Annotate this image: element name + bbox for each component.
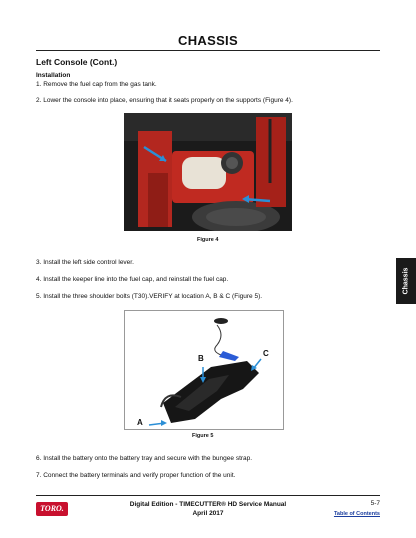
step-7: 7. Connect the battery terminals and verify proper function of the unit. bbox=[36, 472, 236, 479]
figure-5-illustration bbox=[125, 311, 283, 429]
page-number: 5-7 bbox=[370, 500, 380, 507]
side-tab-chassis bbox=[396, 258, 416, 304]
table-of-contents-link[interactable]: Table of Contents bbox=[333, 511, 380, 517]
figure-5-caption: Figure 5 bbox=[192, 433, 214, 439]
step-1: 1. Remove the fuel cap from the gas tank. bbox=[36, 81, 157, 88]
figure-4-photo bbox=[124, 113, 292, 231]
page-title: CHASSIS bbox=[178, 33, 238, 48]
footer-manual-title: Digital Edition - TIMECUTTER® HD Service Manual bbox=[129, 501, 287, 508]
figure-4-caption: Figure 4 bbox=[197, 237, 219, 243]
figure-5-photo bbox=[124, 310, 284, 430]
footer-manual-date: April 2017 bbox=[192, 510, 224, 517]
subhead-installation: Installation bbox=[36, 72, 71, 79]
step-5: 5. Install the three shoulder bolts (T30).VERIFY at location A, B & C (Figure 5). bbox=[36, 293, 263, 300]
footer-divider bbox=[36, 495, 380, 496]
toro-logo-text: TORO. bbox=[40, 504, 64, 513]
figure-4-illustration bbox=[124, 113, 292, 231]
figure-5-label-b: B bbox=[198, 354, 204, 363]
side-tab-label: Chassis bbox=[402, 267, 410, 295]
step-6: 6. Install the battery onto the battery tray and secure with the bungee strap. bbox=[36, 455, 253, 462]
step-3: 3. Install the left side control lever. bbox=[36, 259, 134, 266]
section-title: Left Console (Cont.) bbox=[36, 57, 118, 67]
step-2: 2. Lower the console into place, ensuring that it seats properly on the supports (Figure 4). bbox=[36, 97, 293, 104]
header-divider bbox=[36, 50, 380, 51]
toro-logo bbox=[36, 502, 68, 516]
figure-5-label-c: C bbox=[263, 349, 269, 358]
figure-5-label-a: A bbox=[137, 418, 143, 427]
step-4: 4. Install the keeper line into the fuel cap, and reinstall the fuel cap. bbox=[36, 276, 229, 283]
footer-manual-info bbox=[110, 500, 306, 518]
